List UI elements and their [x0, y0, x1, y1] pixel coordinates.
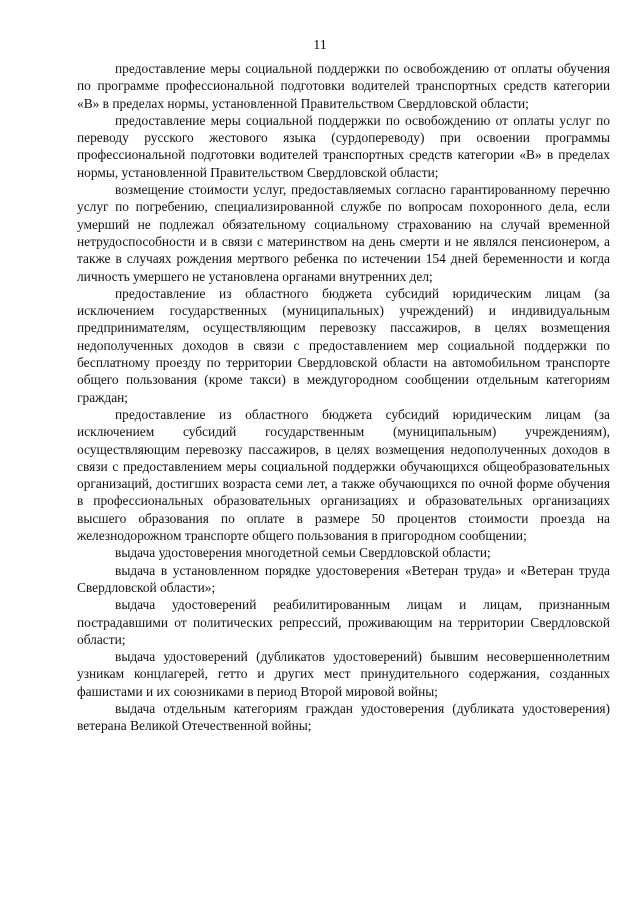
paragraph-sign-language-translation: предоставление меры социальной поддержки по освобождению от оплаты услуг по переводу русского жестового языка (сурдопереводу) при освоении программы профессиональной подготовки водителей транспортных средств категории «В» в пределах нормы, установленной Правительством Свердловской области;	[77, 112, 610, 180]
document-body	[77, 60, 610, 735]
paragraph-concentration-camp-prisoners-certificate: выдача удостоверений (дубликатов удостоверений) бывшим несовершеннолетним узникам концлагерей, гетто и других мест принудительного содержания, созданных фашистами и их союзниками в период Второй мировой войны;	[77, 649, 610, 699]
paragraph-suburban-rail-subsidy: предоставление из областного бюджета субсидий юридическим лицам (за исключением субсидий государственным (муниципальным) учреждениям), осуществляющим перевозку пассажиров, в целях возмещения недополученных доходов в связи с предоставлением меры социальной поддержки обучающихся общеобразовательных организаций, достигших возраста семи лет, а также обучающихся по очной форме обучения в профессиональных образовательных организациях и образовательных организациях высшего образования по оплате в размере 50 процентов стоимости проезда на железнодорожном транспорте общего пользования в пригородном сообщении;	[77, 406, 610, 544]
paragraph-labor-veteran-certificate: выдача в установленном порядке удостоверения «Ветеран труда» и «Ветеран труда Свердловской области»;	[77, 562, 610, 595]
paragraph-driver-training-payment: предоставление меры социальной поддержки по освобождению от оплаты обучения по программе профессиональной подготовки водителей транспортных средств категории «В» в пределах нормы, установленной Правительством Свердловской области;	[77, 61, 610, 111]
paragraph-war-veteran-certificate: выдача отдельным категориям граждан удостоверения (дубликата удостоверения) ветерана Великой Отечественной войны;	[77, 700, 610, 734]
paragraph-intercity-transport-subsidy: предоставление из областного бюджета субсидий юридическим лицам (за исключением государственных (муниципальных) учреждений) и индивидуальным предпринимателям, осуществляющим перевозку пассажиров, в целях возмещения недополученных доходов в связи с предоставлением мер социальной поддержки по бесплатному проезду по территории Свердловской области на автомобильном транспорте общего пользования (кроме такси) в междугородном сообщении отдельным категориям граждан;	[77, 285, 610, 405]
page-number: 11	[313, 38, 327, 53]
paragraph-large-family-certificate: выдача удостоверения многодетной семьи Свердловской области;	[115, 545, 491, 561]
paragraph-repression-victims-certificate: выдача удостоверений реабилитированным лицам и лицам, признанным пострадавшими от политических репрессий, проживающим на территории Свердловской области;	[77, 597, 610, 647]
paragraph-funeral-services-reimbursement: возмещение стоимости услуг, предоставляемых согласно гарантированному перечню услуг по погребению, специализированной службе по вопросам похоронного дела, если умерший не подлежал обязательному социальному страхованию на случай временной нетрудоспособности и в связи с материнством на день смерти и не являлся пенсионером, а также в случаях рождения мертвого ребенка по истечении 154 дней беременности и когда личность умершего не установлена органами внутренних дел;	[77, 182, 610, 284]
